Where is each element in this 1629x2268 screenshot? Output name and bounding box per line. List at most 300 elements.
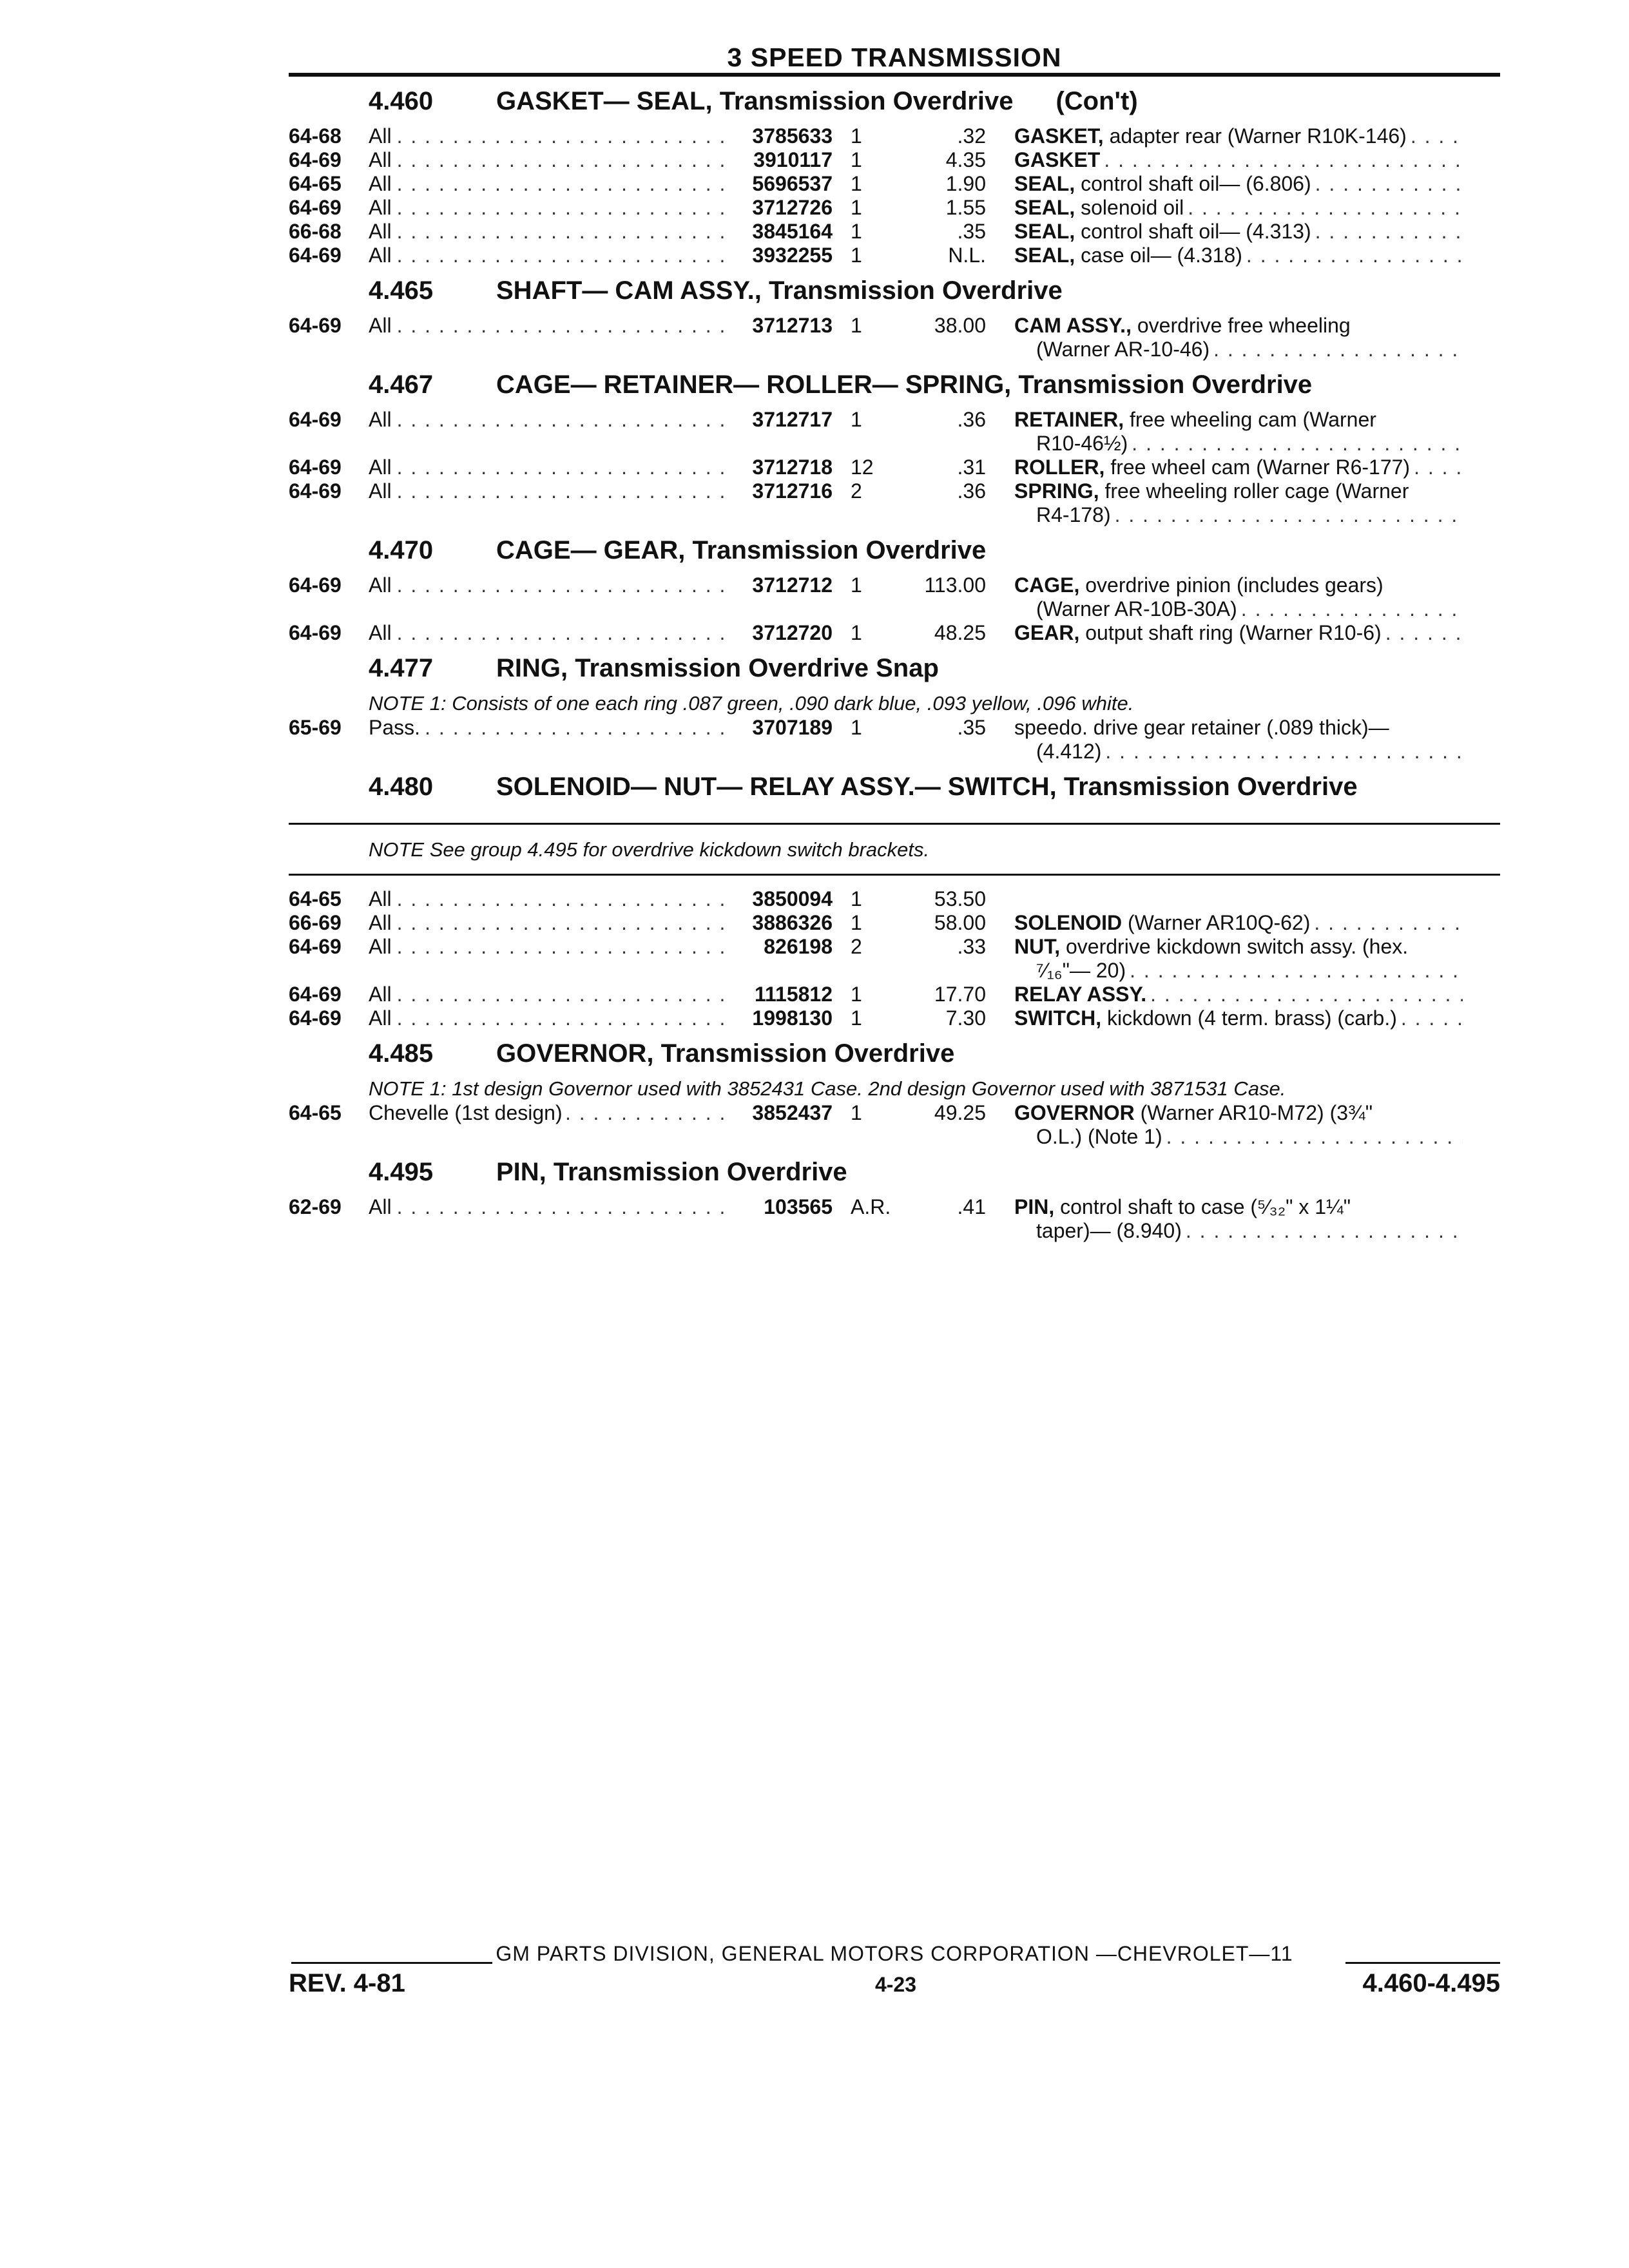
quantity: 1 — [851, 1101, 862, 1124]
description — [1014, 314, 1463, 361]
description — [1014, 1006, 1463, 1030]
description — [1014, 220, 1463, 244]
quantity: 1 — [851, 1006, 862, 1030]
section-heading — [289, 1039, 1500, 1077]
model-cell — [369, 621, 729, 645]
part-name: CAM ASSY., — [1014, 314, 1132, 337]
description-line — [1014, 148, 1463, 172]
model-name: All — [369, 196, 396, 219]
description-continuation — [1014, 959, 1463, 983]
table-row — [289, 456, 1500, 479]
description-text — [1014, 220, 1315, 244]
quantity: 1 — [851, 314, 862, 337]
price: .35 — [957, 220, 986, 243]
note-rule-top — [289, 823, 1500, 825]
part-name: SWITCH, — [1014, 1006, 1102, 1030]
part-name: RELAY ASSY. — [1014, 983, 1147, 1006]
description — [1014, 911, 1463, 935]
part-name: NUT, — [1014, 935, 1061, 958]
year-range: 64-68 — [289, 124, 342, 148]
table-row — [289, 935, 1500, 983]
quantity: 1 — [851, 124, 862, 148]
description-text-2: (4.412) — [1036, 740, 1105, 764]
section-range: 4.460-4.495 — [1362, 1969, 1500, 1997]
quantity: 1 — [851, 220, 862, 243]
price: 7.30 — [945, 1006, 986, 1030]
description-line — [1014, 911, 1463, 935]
description-text — [1014, 172, 1315, 196]
table-row — [289, 244, 1500, 267]
part-name: PIN, — [1014, 1195, 1055, 1218]
price: .31 — [957, 456, 986, 479]
part-number: 3785633 — [752, 124, 833, 148]
quantity: 1 — [851, 983, 862, 1006]
description-text — [1014, 479, 1412, 503]
section-heading — [289, 1158, 1500, 1195]
table-row — [289, 887, 1500, 911]
description-line — [1014, 244, 1463, 267]
part-name: SEAL, — [1014, 244, 1075, 267]
part-detail: free wheel cam (Warner R6-177) — [1104, 456, 1411, 479]
leader-dots — [1385, 621, 1463, 645]
model-cell — [369, 220, 729, 244]
model-cell — [369, 573, 729, 597]
year-range: 64-69 — [289, 621, 342, 644]
description-line — [1014, 621, 1463, 645]
model-cell — [369, 244, 729, 267]
description — [1014, 148, 1463, 172]
leader-dots — [1315, 220, 1463, 244]
part-name: GASKET — [1014, 148, 1101, 171]
model-cell — [369, 1195, 729, 1219]
year-range: 64-69 — [289, 573, 342, 597]
leader-dots — [1401, 1006, 1463, 1030]
section-note: NOTE 1: Consists of one each ring .087 green, .090 dark blue, .093 yellow, .096 white. — [369, 692, 1134, 715]
model-cell — [369, 911, 729, 935]
section-heading — [289, 87, 1500, 124]
year-range: 64-65 — [289, 1101, 342, 1124]
description-continuation — [1014, 503, 1463, 527]
section-heading — [289, 773, 1500, 810]
quantity: 1 — [851, 573, 862, 597]
price: .32 — [957, 124, 986, 148]
part-detail: overdrive pinion (includes gears) — [1079, 573, 1383, 597]
year-range: 64-69 — [289, 196, 342, 219]
table-row — [289, 196, 1500, 220]
description — [1014, 983, 1463, 1006]
description-text — [1014, 244, 1246, 267]
part-detail: (Warner AR10Q-62) — [1122, 911, 1311, 934]
footer-rule-right — [1345, 1962, 1500, 1964]
model-name: All — [369, 1195, 396, 1218]
description — [1014, 1101, 1463, 1149]
model-cell — [369, 935, 729, 959]
description-text-2: R4-178) — [1036, 503, 1115, 527]
part-number: 3712718 — [752, 456, 833, 479]
part-number: 5696537 — [752, 172, 833, 195]
section-title: GOVERNOR, Transmission Overdrive — [496, 1039, 955, 1068]
model-name: All — [369, 244, 396, 267]
description-line — [1014, 716, 1463, 740]
model-name: All — [369, 479, 396, 503]
model-name: All — [369, 935, 396, 958]
year-range: 64-69 — [289, 408, 342, 431]
price: 48.25 — [934, 621, 986, 644]
footer-division: GM PARTS DIVISION, GENERAL MOTORS CORPORATION —CHEVROLET—11 — [496, 1942, 1293, 1965]
part-detail: adapter rear (Warner R10K-146) — [1103, 124, 1407, 148]
part-name: CAGE, — [1014, 573, 1080, 597]
part-name: SOLENOID — [1014, 911, 1123, 934]
description-text — [1014, 408, 1380, 432]
part-name: GASKET, — [1014, 124, 1104, 148]
section-number: 4.465 — [369, 276, 434, 305]
leader-dots — [1166, 1125, 1463, 1149]
part-number: 3712716 — [752, 479, 833, 503]
model-name: All — [369, 220, 396, 243]
model-cell — [369, 479, 729, 503]
price: .35 — [957, 716, 986, 739]
part-number: 3932255 — [752, 244, 833, 267]
year-range: 64-69 — [289, 1006, 342, 1030]
quantity: 1 — [851, 716, 862, 739]
description-text-2: R10-46½) — [1036, 432, 1132, 456]
leader-dots — [1186, 1219, 1463, 1243]
part-number: 3852437 — [752, 1101, 833, 1124]
part-number: 1115812 — [754, 983, 833, 1006]
description-continuation — [1014, 1125, 1463, 1149]
part-detail: free wheeling roller cage (Warner — [1099, 479, 1409, 503]
description-text-2: (Warner AR-10-46) — [1036, 338, 1213, 361]
section-number: 4.495 — [369, 1158, 434, 1186]
part-detail: control shaft oil— (6.806) — [1075, 172, 1311, 195]
table-row — [289, 716, 1500, 764]
year-range: 66-68 — [289, 220, 342, 243]
description-text — [1014, 314, 1354, 338]
section-number: 4.460 — [369, 87, 434, 115]
table-row — [289, 172, 1500, 196]
model-cell — [369, 456, 729, 479]
section-title: SHAFT— CAM ASSY., Transmission Overdrive — [496, 276, 1063, 305]
part-name: RETAINER, — [1014, 408, 1124, 431]
leader-dots — [1414, 456, 1463, 479]
table-row — [289, 983, 1500, 1006]
table-row — [289, 573, 1500, 621]
description-line — [1014, 983, 1463, 1006]
model-name: All — [369, 887, 396, 910]
quantity: 1 — [851, 172, 862, 195]
part-detail: kickdown (4 term. brass) (carb.) — [1101, 1006, 1397, 1030]
price: N.L. — [948, 244, 986, 267]
table-row — [289, 408, 1500, 456]
description — [1014, 573, 1463, 621]
model-cell — [369, 124, 729, 148]
model-name: All — [369, 1006, 396, 1030]
note-rule-bottom — [289, 874, 1500, 876]
model-cell — [369, 172, 729, 196]
description — [1014, 1195, 1463, 1243]
description — [1014, 935, 1463, 983]
description-line — [1014, 124, 1463, 148]
leader-dots — [1105, 740, 1463, 764]
model-name: All — [369, 911, 396, 934]
year-range: 66-69 — [289, 911, 342, 934]
section-heading — [289, 654, 1500, 691]
section-number: 4.470 — [369, 536, 434, 564]
model-name: All — [369, 456, 396, 479]
part-name: SEAL, — [1014, 172, 1075, 195]
model-name: Chevelle (1st design) — [369, 1101, 566, 1124]
model-cell — [369, 1006, 729, 1030]
description-line — [1014, 935, 1463, 959]
part-name: SEAL, — [1014, 196, 1075, 219]
quantity: 1 — [851, 148, 862, 171]
part-number: 3850094 — [752, 887, 833, 910]
price: 4.35 — [945, 148, 986, 171]
quantity: A.R. — [851, 1195, 891, 1218]
description-continuation — [1014, 740, 1463, 764]
description — [1014, 244, 1463, 267]
description-text — [1014, 456, 1414, 479]
section-note: NOTE 1: 1st design Governor used with 3852431 Case. 2nd design Governor used with 3871531 Case. — [369, 1077, 1286, 1100]
section-number: 4.485 — [369, 1039, 434, 1068]
description-line — [1014, 573, 1463, 597]
part-number: 3886326 — [752, 911, 833, 934]
description-text — [1014, 935, 1412, 959]
model-cell — [369, 148, 729, 172]
leader-dots — [1188, 196, 1463, 220]
description-text — [1014, 148, 1104, 172]
section-number: 4.480 — [369, 773, 434, 801]
section-title: PIN, Transmission Overdrive — [496, 1158, 847, 1186]
description — [1014, 124, 1463, 148]
part-name: GOVERNOR — [1014, 1101, 1135, 1124]
part-number: 103565 — [764, 1195, 833, 1218]
description-line — [1014, 1101, 1463, 1125]
price: 49.25 — [934, 1101, 986, 1124]
description — [1014, 196, 1463, 220]
table-row — [289, 220, 1500, 244]
page-number: 4-23 — [874, 1973, 917, 1996]
quantity: 1 — [851, 196, 862, 219]
table-row — [289, 1195, 1500, 1243]
section-title: RING, Transmission Overdrive Snap — [496, 654, 939, 682]
description-text — [1014, 573, 1387, 597]
part-number: 3712717 — [752, 408, 833, 431]
price: .41 — [957, 1195, 986, 1218]
section-title: CAGE— GEAR, Transmission Overdrive — [496, 536, 987, 564]
top-rule — [289, 73, 1500, 77]
part-detail: overdrive kickdown switch assy. (hex. — [1060, 935, 1409, 958]
section-note: NOTE See group 4.495 for overdrive kickdown switch brackets. — [369, 838, 930, 861]
part-number: 3845164 — [752, 220, 833, 243]
price: 53.50 — [934, 887, 986, 910]
model-name: All — [369, 408, 396, 431]
part-detail: control shaft oil— (4.313) — [1075, 220, 1311, 243]
section-number: 4.477 — [369, 654, 434, 682]
quantity: 12 — [851, 456, 874, 479]
year-range: 62-69 — [289, 1195, 342, 1218]
description-line — [1014, 314, 1463, 338]
description-text — [1014, 911, 1314, 935]
description-text — [1014, 621, 1385, 645]
leader-dots — [1241, 597, 1463, 621]
table-row — [289, 1101, 1500, 1149]
page-title: 3 SPEED TRANSMISSION — [727, 43, 1062, 72]
description-continuation — [1014, 432, 1463, 456]
description-continuation — [1014, 597, 1463, 621]
model-cell — [369, 408, 729, 432]
description-text — [1014, 1195, 1354, 1219]
year-range: 64-69 — [289, 983, 342, 1006]
leader-dots — [1150, 983, 1463, 1006]
leader-dots — [1132, 432, 1463, 456]
leader-dots — [1130, 959, 1463, 983]
description-text — [1014, 196, 1188, 220]
description-text — [1014, 716, 1393, 740]
description-text-2: (Warner AR-10B-30A) — [1036, 597, 1241, 621]
section-heading — [289, 370, 1500, 408]
part-number: 1998130 — [752, 1006, 833, 1030]
description-text — [1014, 983, 1150, 1006]
description-line — [1014, 456, 1463, 479]
section-heading — [289, 276, 1500, 314]
model-name: All — [369, 621, 396, 644]
part-detail: free wheeling cam (Warner — [1124, 408, 1376, 431]
part-detail: solenoid oil — [1075, 196, 1184, 219]
model-cell — [369, 196, 729, 220]
description-text-2: O.L.) (Note 1) — [1036, 1125, 1166, 1149]
quantity: 1 — [851, 244, 862, 267]
year-range: 64-69 — [289, 935, 342, 958]
quantity: 1 — [851, 621, 862, 644]
part-number: 3910117 — [753, 148, 833, 171]
leader-dots — [1411, 124, 1463, 148]
model-name: All — [369, 124, 396, 148]
part-name: ROLLER, — [1014, 456, 1105, 479]
table-row — [289, 124, 1500, 148]
part-detail: overdrive free wheeling — [1131, 314, 1351, 337]
table-row — [289, 621, 1500, 645]
continued-label: (Con't) — [1055, 87, 1138, 115]
description-text-2: ⁷⁄₁₆"— 20) — [1036, 959, 1130, 983]
description-line — [1014, 1006, 1463, 1030]
section-heading — [289, 536, 1500, 573]
description-text — [1014, 1006, 1401, 1030]
price: 38.00 — [934, 314, 986, 337]
price: 1.90 — [945, 172, 986, 195]
revision-label: REV. 4-81 — [289, 1969, 405, 1997]
table-row — [289, 479, 1500, 527]
section-title: SOLENOID— NUT— RELAY ASSY.— SWITCH, Transmission Overdrive — [496, 773, 1358, 801]
table-row — [289, 148, 1500, 172]
year-range: 65-69 — [289, 716, 342, 739]
part-number: 3707189 — [752, 716, 833, 739]
price: 1.55 — [945, 196, 986, 219]
year-range: 64-69 — [289, 148, 342, 171]
leader-dots — [1246, 244, 1463, 267]
section-number: 4.467 — [369, 370, 434, 399]
year-range: 64-69 — [289, 479, 342, 503]
quantity: 1 — [851, 887, 862, 910]
part-detail: (Warner AR10-M72) (3¾" — [1134, 1101, 1373, 1124]
model-cell — [369, 716, 729, 740]
section-title: GASKET— SEAL, Transmission Overdrive — [496, 87, 1014, 115]
table-row — [289, 1006, 1500, 1030]
price: .33 — [957, 935, 986, 958]
model-name: All — [369, 314, 396, 337]
table-row — [289, 911, 1500, 935]
description — [1014, 479, 1463, 527]
quantity: 1 — [851, 911, 862, 934]
quantity: 1 — [851, 408, 862, 431]
part-name: SPRING, — [1014, 479, 1099, 503]
part-number: 3712713 — [752, 314, 833, 337]
table-row — [289, 314, 1500, 361]
leader-dots — [1115, 503, 1463, 527]
leader-dots — [1104, 148, 1463, 172]
description-continuation — [1014, 1219, 1463, 1243]
description-line — [1014, 220, 1463, 244]
model-name: All — [369, 148, 396, 171]
section-title: CAGE— RETAINER— ROLLER— SPRING, Transmission Overdrive — [496, 370, 1313, 399]
description — [1014, 716, 1463, 764]
model-name: All — [369, 573, 396, 597]
model-cell — [369, 887, 729, 911]
part-detail: control shaft to case (⁵⁄₃₂" x 1¼" — [1054, 1195, 1351, 1218]
leader-dots — [1314, 911, 1463, 935]
part-name: GEAR, — [1014, 621, 1080, 644]
part-number: 3712720 — [752, 621, 833, 644]
model-name: All — [369, 983, 396, 1006]
year-range: 64-69 — [289, 244, 342, 267]
leader-dots — [1315, 172, 1463, 196]
part-detail: case oil— (4.318) — [1075, 244, 1242, 267]
description-line — [1014, 1195, 1463, 1219]
year-range: 64-69 — [289, 314, 342, 337]
parts-listing — [289, 87, 1500, 1243]
quantity: 2 — [851, 479, 862, 503]
price: .36 — [957, 408, 986, 431]
model-name: All — [369, 172, 396, 195]
part-number: 3712712 — [752, 573, 833, 597]
description-text — [1014, 1101, 1376, 1125]
part-name: SEAL, — [1014, 220, 1075, 243]
description-text — [1014, 124, 1411, 148]
description — [1014, 621, 1463, 645]
part-detail: output shaft ring (Warner R10-6) — [1079, 621, 1382, 644]
part-number: 3712726 — [752, 196, 833, 219]
price: 113.00 — [924, 573, 986, 597]
price: 17.70 — [934, 983, 986, 1006]
description-line — [1014, 196, 1463, 220]
year-range: 64-69 — [289, 456, 342, 479]
price: 58.00 — [934, 911, 986, 934]
model-name: Pass. — [369, 716, 424, 739]
model-cell — [369, 983, 729, 1006]
part-detail: speedo. drive gear retainer (.089 thick)— — [1014, 716, 1389, 739]
year-range: 64-65 — [289, 172, 342, 195]
description-line — [1014, 479, 1463, 503]
description — [1014, 408, 1463, 456]
description — [1014, 172, 1463, 196]
quantity: 2 — [851, 935, 862, 958]
part-number: 826198 — [764, 935, 833, 958]
year-range: 64-65 — [289, 887, 342, 910]
model-cell — [369, 314, 729, 338]
price: .36 — [957, 479, 986, 503]
description-line — [1014, 172, 1463, 196]
description — [1014, 456, 1463, 479]
